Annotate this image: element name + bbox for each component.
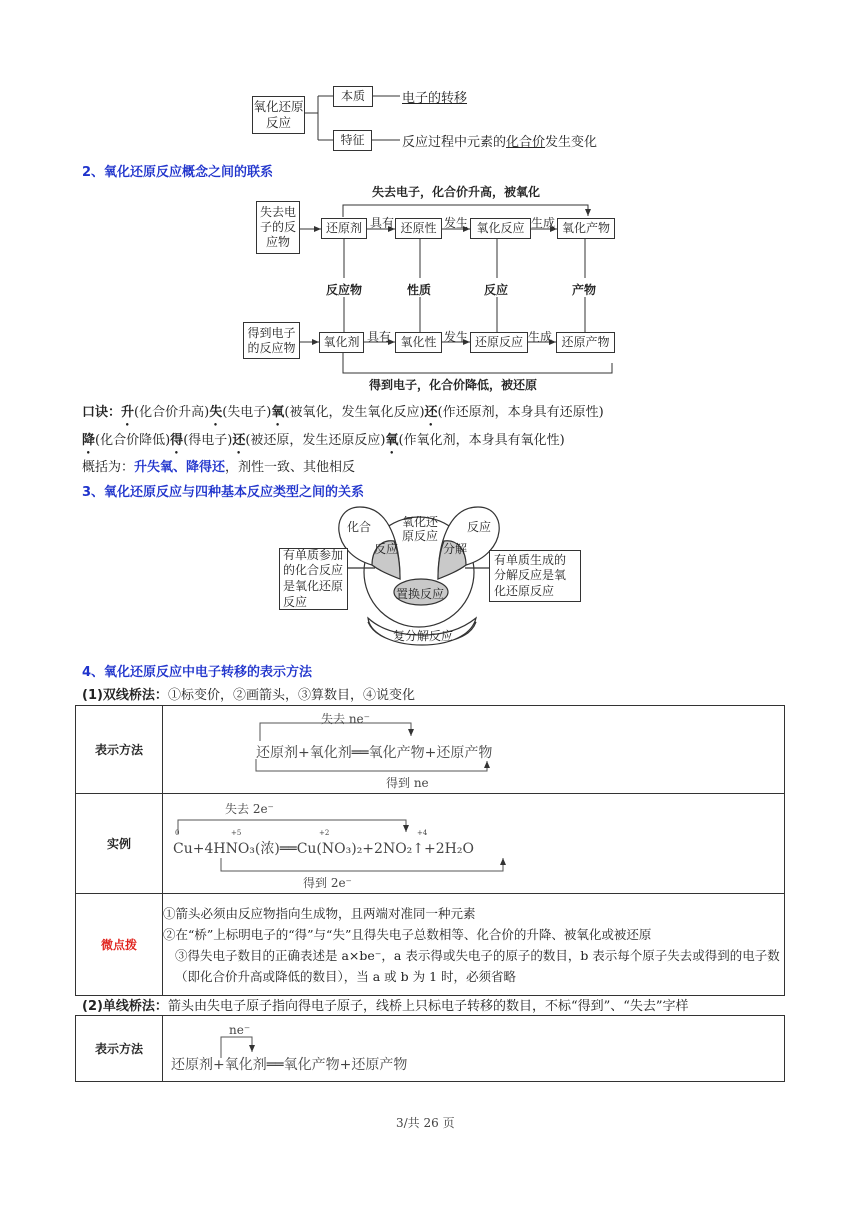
venn-decomposition-label: 反应 [467,520,492,534]
feature-box: 特征 [333,130,372,151]
mnemonic-line2: 降(化合价降低)得(得电子)还(被还原，发生还原反应)氧(作氧化剂，本身具有氧化性) [82,433,565,448]
mid-label-property: 性质 [407,283,432,297]
tip-cell [163,894,785,996]
single-bridge-table [75,1015,785,1082]
single-method-label: 表示方法 [76,1016,163,1082]
arrow-label-occur-1: 发生 [444,216,469,230]
tip-3: ③得失电子数目的正确表述是 a×be⁻，a 表示得或失电子的原子的数目，b 表示每个原子失去或得到的电子数（即化合价升高或降低的数目），当 a 或 b 为 1 时，必须省略 [175,947,780,984]
tip-1: ①箭头必须由反应物指向生成物，且两端对准同一种元素 [163,905,476,921]
mnemonic-summary: 概括为：升失氧、降得还，剂性一致、其他相反 [82,460,356,475]
example-lose-label: 失去 2e⁻ [225,802,274,816]
row-tip-label: 微点拨 [76,894,163,996]
method-cell [163,706,785,794]
gain-electron-label: 得到电子，化合价降低，被还原 [369,378,538,392]
arrow-label-occur-2: 发生 [444,330,469,344]
reduction-product-box: 还原产物 [556,332,615,353]
essence-box: 本质 [333,86,373,107]
reduction-reaction-box: 还原反应 [470,332,528,353]
single-method-cell [163,1016,785,1082]
tip-2: ②在“桥”上标明电子的“得”与“失”且得失电子总数相等、化合价的升降、被氧化或被还原 [163,926,652,942]
section3-heading: 3、氧化还原反应与四种基本反应类型之间的关系 [82,485,365,500]
method-gain-label: 得到 ne [386,776,429,790]
reducibility-box: 还原性 [395,218,442,239]
row-example-label: 实例 [76,794,163,894]
mid-label-reaction: 反应 [484,283,509,297]
essence-value: 电子的转移 [402,91,468,106]
valence-n2: +4 [417,829,428,837]
redox-root-box: 氧化还原反应 [252,96,305,134]
double-bridge-table [75,705,785,996]
oxidation-reaction-box: 氧化反应 [470,218,531,239]
arrow-label-produce-1: 生成 [531,216,556,230]
page-number: 3/共 26 页 [396,1116,455,1130]
venn-combination-label: 化合 [347,520,372,534]
mid-label-reactant: 反应物 [326,283,363,297]
section2-heading: 2、氧化还原反应概念之间的联系 [82,165,274,180]
method-lose-label: 失去 ne⁻ [321,712,370,726]
arrow-label-have-1: 具有 [370,216,395,230]
arrow-label-produce-2: 生成 [528,330,553,344]
double-bridge-line: (1)双线桥法：①标变价，②画箭头，③算数目，④说变化 [82,688,415,703]
reducing-agent-box: 还原剂 [321,218,367,239]
venn-displacement-label: 置换反应 [396,587,445,601]
venn-overlap-right: 分解 [443,542,468,556]
method-equation: 还原剂+氧化剂══氧化产物+还原产物 [256,745,493,761]
oxidation-product-box: 氧化产物 [557,218,615,239]
oxidizability-box: 氧化性 [395,332,442,353]
feature-value: 反应过程中元素的化合价发生变化 [402,135,598,150]
single-bridge-line: (2)单线桥法：箭头由失电子原子指向得电子原子，线桥上只标电子转移的数目，不标“得到”、“失去”字样 [82,999,689,1014]
venn-redox-label: 氧化还原反应 [401,515,438,544]
valence-cu: 0 [175,829,180,837]
arrow-label-have-2: 具有 [367,330,392,344]
venn-overlap-left: 反应 [374,542,399,556]
example-gain-label: 得到 2e⁻ [303,876,352,890]
venn-double-displacement-label: 复分解反应 [393,629,454,643]
left-note-box: 有单质参加的化合反应是氧化还原反应 [279,548,348,610]
single-ne-label: ne⁻ [229,1023,251,1037]
row-method-label: 表示方法 [76,706,163,794]
right-note-box: 有单质生成的分解反应是氧化还原反应 [489,550,581,602]
example-cell [163,794,785,894]
mid-label-product: 产物 [572,283,597,297]
valence-cu2: +2 [319,829,330,837]
lose-electron-label: 失去电子，化合价升高，被氧化 [372,185,541,199]
section4-heading: 4、氧化还原反应中电子转移的表示方法 [82,665,313,680]
single-equation: 还原剂+氧化剂══氧化产物+还原产物 [171,1057,408,1073]
lose-electron-reactant-box: 失去电子的反应物 [256,201,300,254]
example-equation: Cu+4HNO₃(浓)══Cu(NO₃)₂+2NO₂↑+2H₂O [173,841,474,857]
valence-n: +5 [231,829,242,837]
mnemonic-line1: 口诀：升(化合价升高)失(失电子)氧(被氧化，发生氧化反应)还(作还原剂，本身具有还原性) [82,405,604,420]
gain-electron-reactant-box: 得到电子的反应物 [243,322,300,359]
oxidizing-agent-box: 氧化剂 [319,332,364,353]
